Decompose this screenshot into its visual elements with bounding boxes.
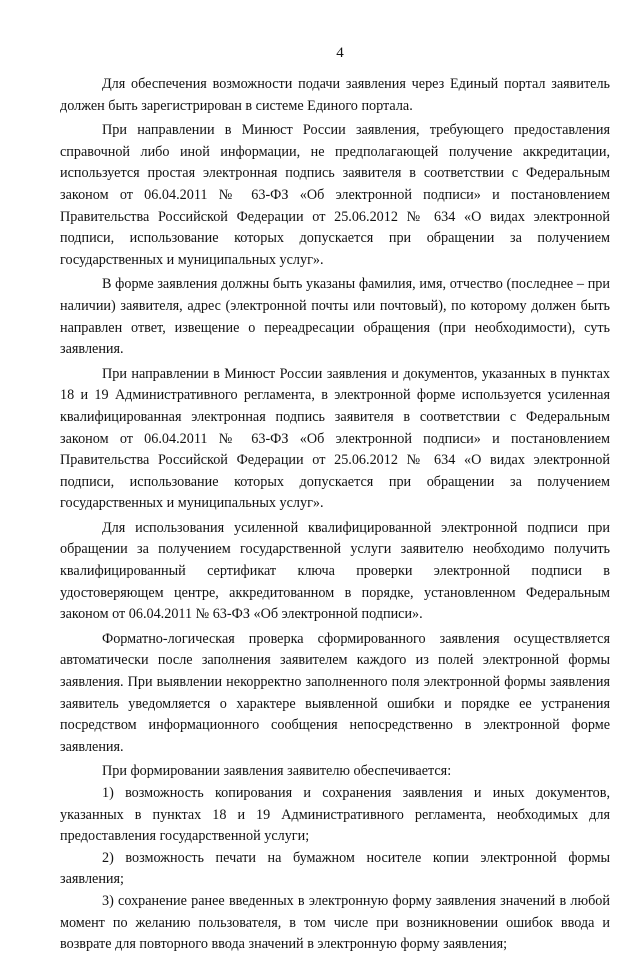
paragraph-formation-intro: При формировании заявления заявителю обеспечивается: (102, 763, 452, 780)
list-item-copy-save: 1) возможность копирования и сохранения заявления и иных документов, указанных в пунктах 18 и 19 Административного регламента, необходимых для предоставления государственной услуги; (60, 785, 610, 845)
paragraph-portal-registration: Для обеспечения возможности подачи заявления через Единый портал заявитель должен быть зарегистрирован в системе Единого портала. (60, 76, 610, 114)
paragraph-format-check: Форматно-логическая проверка сформированного заявления осуществляется автоматически после заполнения заявителем каждого из полей электронной формы заявления. При выявлении некорректно заполненного поля электронной формы заявления заявитель уведомляется о характере выявленной ошибки и порядке ее устранения посредством информационного сообщения непосредственно в электронной форме заявления. (60, 630, 610, 755)
list-item-save-values: 3) сохранение ранее введенных в электронную форму заявления значений в любой момент по желанию пользователя, в том числе при возникновении ошибок ввода и возврате для повторного ввода значений в электронную форму заявления; (60, 892, 610, 953)
paragraph-certificate: Для использования усиленной квалифицированной электронной подписи при обращении за получением государственной услуги заявителю необходимо получить квалифицированный сертификат ключа проверки электронной подписи в удостоверяющем центре, аккредитованном в порядке, установленном Федеральным законом от 06.04.2011 № 63-ФЗ «Об электронной подписи». (60, 519, 610, 623)
paragraph-application-fields: В форме заявления должны быть указаны фамилия, имя, отчество (последнее – при наличии) заявителя, адрес (электронной почты или почтовый), по которому должен быть направлен ответ, извещение о переадресации обращения (при необходимости), суть заявления. (60, 276, 610, 358)
paragraph-qualified-signature: При направлении в Минюст России заявления и документов, указанных в пунктах 18 и 19 Административного регламента, в электронной форме используется усиленная квалифицированная электронная подпись заявителя в соответствии с Федеральным законом от 06.04.2011 № 63-ФЗ «Об электронной подписи» и постановлением Правительства Российской Федерации от 25.06.2012 № 634 «О видах электронной подписи, использование которых допускается при обращении за получением государственных и муниципальных услуг». (60, 365, 610, 512)
page-number: 4 (336, 45, 344, 61)
paragraph-simple-signature: При направлении в Минюст России заявления, требующего предоставления справочной либо иной информации, не предполагающей получение аккредитации, используется простая электронная подпись заявителя в соответствии с Федеральным законом от 06.04.2011 № 63-ФЗ «Об электронной подписи» и постановлением Правительства Российской Федерации от 25.06.2012 № 634 «О видах электронной подписи, использование которых допускается при обращении за получением государственных и муниципальных услуг». (60, 122, 610, 268)
list-item-print: 2) возможность печати на бумажном носителе копии электронной формы заявления; (60, 849, 610, 888)
